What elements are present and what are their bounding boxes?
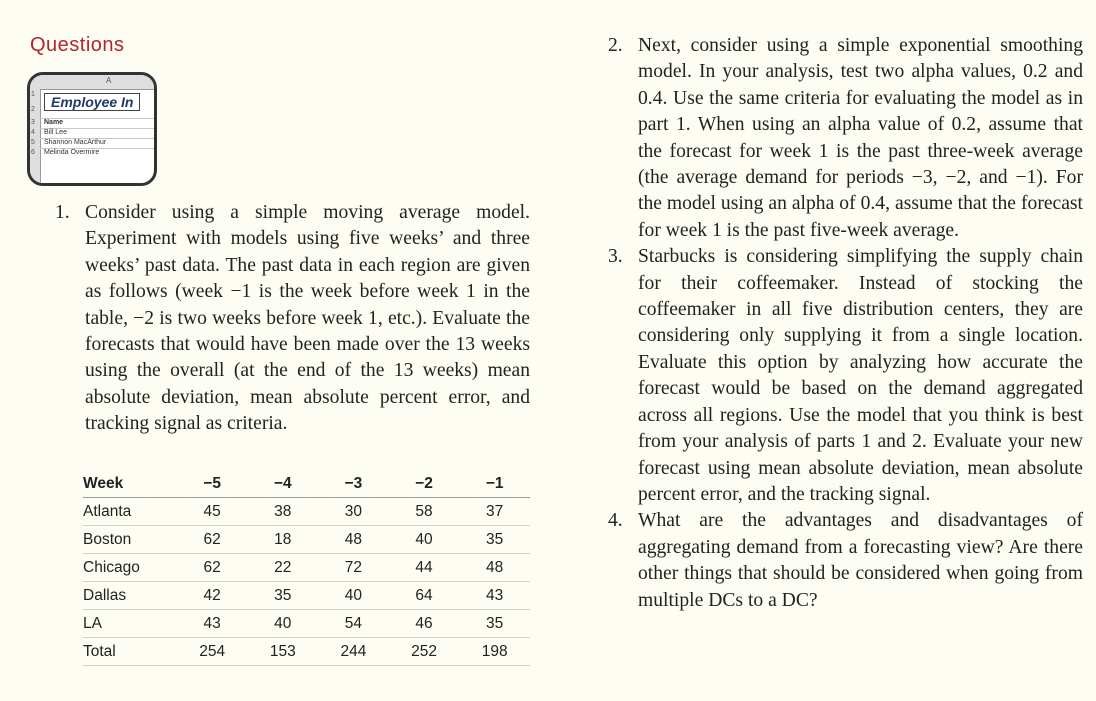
table-cell: 35 <box>247 582 318 610</box>
column-header: −2 <box>389 470 460 498</box>
column-header: −1 <box>459 470 530 498</box>
table-cell: 58 <box>389 498 460 526</box>
table-cell: 42 <box>177 582 248 610</box>
table-cell: 35 <box>459 610 530 638</box>
row-header-bar <box>30 89 41 183</box>
table-cell: 35 <box>459 526 530 554</box>
table-row <box>83 498 530 526</box>
question-text: Next, consider using a simple exponential smoothing model. In your analysis, test two alpha values, 0.2 and 0.4. Use the same criteria for evaluating the model as in part 1. When using an alpha value of 0.2, assume that the forecast for week 1 is the past three-week average (the average demand for periods −3, −2, and −1). For the model using an alpha of 0.4, assume that the forecast for week 1 is the past five-week average. <box>638 35 1083 241</box>
question-text: Starbucks is considering simplifying the supply chain for their coffeemaker. Instead of stocking the coffeemaker in all five distribution centers, they are considering only supplying it from a single location. Evaluate this option by analyzing how accurate the forecast would be based on the demand aggregated across all regions. Use the model that you think is best from your analysis of parts 1 and 2. Evaluate your new forecast using mean absolute deviation, mean absolute percent error, and the tracking signal. <box>638 246 1083 505</box>
table-cell: 64 <box>389 582 460 610</box>
table-cell: 54 <box>318 610 389 638</box>
table-cell: 62 <box>177 554 248 582</box>
spreadsheet-cell: Melinda Overmire <box>44 149 100 156</box>
table-cell: 22 <box>247 554 318 582</box>
region-label: Boston <box>83 526 177 554</box>
row-number: 6 <box>31 149 35 156</box>
table-cell: 43 <box>459 582 530 610</box>
table-cell: 48 <box>318 526 389 554</box>
table-cell: 198 <box>459 638 530 666</box>
column-header-bar <box>30 75 154 90</box>
table-cell: 43 <box>177 610 248 638</box>
row-number: 1 <box>31 91 35 98</box>
table-cell: 46 <box>389 610 460 638</box>
table-cell: 254 <box>177 638 248 666</box>
table-cell: 38 <box>247 498 318 526</box>
table-header-row <box>83 470 530 498</box>
table-row <box>83 582 530 610</box>
table-cell: 252 <box>389 638 460 666</box>
table-cell: 45 <box>177 498 248 526</box>
question-number: 1. <box>55 202 70 223</box>
row-number: 5 <box>31 139 35 146</box>
table-cell: 72 <box>318 554 389 582</box>
row-number: 2 <box>31 106 35 113</box>
column-letter: A <box>106 76 112 85</box>
question-list <box>608 33 1083 614</box>
region-label: Dallas <box>83 582 177 610</box>
question-text: Consider using a simple moving average model. Experiment with models using five weeks’ and three weeks’ past data. The past data in each region are given as follows (week −1 is the week before week 1 in the table, −2 is two weeks before week 1, etc.). Evaluate the forecasts that would have been made over the 13 weeks using the overall (at the end of the 13 weeks) mean absolute deviation, mean absolute percent error, and tracking signal as criteria. <box>85 202 530 435</box>
spreadsheet-cell: Shannon MacArthur <box>44 139 107 146</box>
table-cell: 244 <box>318 638 389 666</box>
question-4 <box>608 508 1083 614</box>
table-cell: 40 <box>318 582 389 610</box>
question-2 <box>608 33 1083 244</box>
column-header: −4 <box>247 470 318 498</box>
table-row <box>83 610 530 638</box>
table-cell: 40 <box>389 526 460 554</box>
table-cell: 44 <box>389 554 460 582</box>
table-cell: 153 <box>247 638 318 666</box>
question-text: What are the advantages and disadvantages of aggregating demand from a forecasting view? Are there other things that should be considered when going from multiple DCs to a DC? <box>638 510 1083 611</box>
table-row-total <box>83 638 530 666</box>
region-label: Atlanta <box>83 498 177 526</box>
question-3 <box>608 244 1083 508</box>
row-number: 4 <box>31 129 35 136</box>
column-header: Week <box>83 470 177 498</box>
table-cell: 40 <box>247 610 318 638</box>
region-label: LA <box>83 610 177 638</box>
region-label: Chicago <box>83 554 177 582</box>
row-number: 3 <box>31 119 35 126</box>
column-header: −5 <box>177 470 248 498</box>
table-cell: 30 <box>318 498 389 526</box>
table-cell: 18 <box>247 526 318 554</box>
table-row <box>83 554 530 582</box>
spreadsheet-cell: Name <box>44 119 64 126</box>
question-number: 2. <box>608 35 623 56</box>
table-cell: 62 <box>177 526 248 554</box>
table-cell: 48 <box>459 554 530 582</box>
spreadsheet-icon[interactable] <box>27 72 157 186</box>
demand-table <box>83 470 530 666</box>
column-header: −3 <box>318 470 389 498</box>
questions-heading: Questions <box>30 34 125 56</box>
question-number: 3. <box>608 246 623 268</box>
question-number: 4. <box>608 510 623 532</box>
region-label: Total <box>83 638 177 666</box>
table-cell: 37 <box>459 498 530 526</box>
spreadsheet-cell: Bill Lee <box>44 129 67 136</box>
table-row <box>83 526 530 554</box>
spreadsheet-title: Employee In <box>44 93 140 111</box>
question-1 <box>55 200 530 438</box>
